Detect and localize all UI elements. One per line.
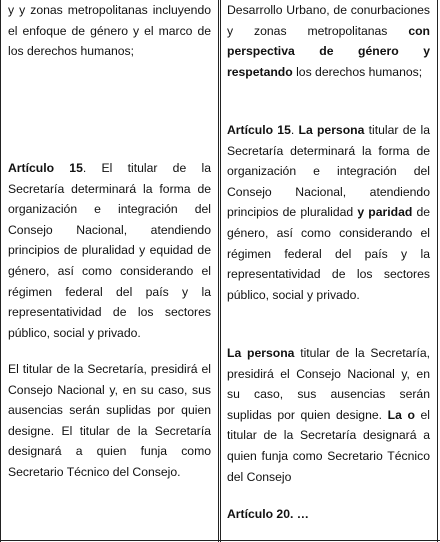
text-run: el titular de la Secretaría designará a quien funja como Secretario Técnico del Consejo [227,407,431,484]
bold-text-run: con perspectiva de género y respetando [227,23,430,79]
right-paragraph [227,120,430,305]
text-run: . El titular de la Secretaría determinará la forma de organización e integración del Consejo Nacional, atendiendo principios de pluralidad y equidad de género, así como considerando el régimen federal del país y la representatividad de los sectores público, social y privado. [8,161,211,340]
right-paragraph [227,0,430,82]
text-run: los derechos humanos; [292,64,423,79]
table-border-bottom [0,540,440,541]
text-run: El titular de la Secretaría, presidirá el Consejo Nacional y, en su caso, sus ausencias serán suplidas por quien designe. El titular de la Secretaría designará a quien funja como Secretario Técnico del Consejo. [8,362,211,479]
left-paragraph [8,359,211,483]
table-border-right [437,0,438,542]
bold-text-run: Artículo 20. … [227,507,309,521]
text-run: titular de la Secretaría determinará la forma de organización e integración del Consejo Nacional, atendiendo principios de pluralidad [227,123,430,220]
right-paragraph [227,343,430,487]
column-divider [218,0,221,542]
table-border-left [0,0,1,542]
bold-text-run: La persona [298,123,365,137]
bold-text-run: La o [387,407,415,422]
bold-text-run: y paridad [357,205,413,220]
text-run: de género, así como considerando el régimen federal del país y la representatividad de los sectores público, social y privado. [227,205,431,302]
text-run: y y zonas metropolitanas incluyendo el enfoque de género y el marco de los derechos humanos; [8,3,211,59]
left-paragraph [8,0,211,62]
left-paragraph [8,158,211,343]
text-run: titular de la Secretaría, presidirá el Consejo Nacional y, en su caso, sus ausencias serán suplidas por quien designe. [227,346,430,422]
right-paragraph [227,504,430,525]
bold-text-run: Artículo 15 [227,123,291,137]
bold-text-run: La persona [227,346,295,360]
text-run: Desarrollo Urbano, de conurbaciones y zonas metropolitanas [227,3,430,38]
text-run: . [290,123,299,137]
bold-text-run: Artículo 15 [8,161,83,175]
